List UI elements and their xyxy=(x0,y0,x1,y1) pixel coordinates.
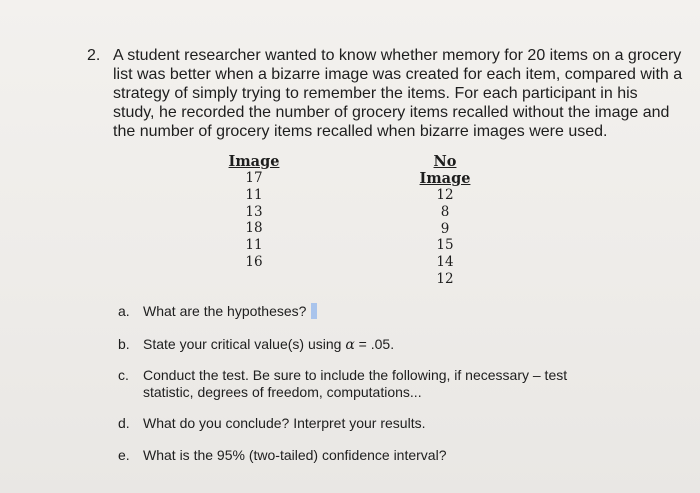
question-line: strategy of simply trying to remember the items. For each participant in his xyxy=(113,85,638,102)
subquestion-text: What do you conclude? Interpret your results. xyxy=(143,415,426,431)
no-image-value: 12 xyxy=(436,270,454,287)
question-line: A student researcher wanted to know whether memory for 20 items on a grocery xyxy=(113,47,682,64)
subquestion-letter: e. xyxy=(118,447,130,463)
subquestion-letter: d. xyxy=(118,415,130,431)
question-line: study, he recorded the number of grocery items recalled without the image and xyxy=(113,104,670,121)
image-value: 16 xyxy=(245,253,263,270)
subquestion-c xyxy=(118,367,567,401)
question-line: list was better when a bizarre image was created for each item, compared with a xyxy=(113,66,683,83)
no-image-column-header: No Image xyxy=(419,153,471,187)
no-image-column xyxy=(407,153,483,288)
no-image-value: 14 xyxy=(436,254,454,271)
question-line: the number of grocery items recalled when bizarre images were used. xyxy=(113,123,608,140)
text-cursor[interactable] xyxy=(311,303,317,319)
subquestion-letter: c. xyxy=(118,367,129,383)
no-image-value: 12 xyxy=(436,187,454,203)
subquestion-e xyxy=(118,447,446,464)
no-image-value: 15 xyxy=(436,237,454,254)
subquestion-text: statistic, degrees of freedom, computations... xyxy=(143,384,422,400)
subquestion-a-text: What are the hypotheses? xyxy=(143,303,307,319)
alpha-symbol: α xyxy=(345,337,355,353)
image-value: 17 xyxy=(245,170,263,186)
subquestion-text: Conduct the test. Be sure to include the following, if necessary – test xyxy=(143,367,568,383)
subquestion-b xyxy=(118,336,394,354)
subquestion-b-suffix: = .05. xyxy=(354,336,395,352)
image-value: 13 xyxy=(245,203,263,220)
no-image-value: 8 xyxy=(440,203,450,220)
subquestion-text xyxy=(143,303,317,320)
image-column xyxy=(228,153,280,271)
question-number: 2. xyxy=(87,47,101,64)
subquestion-a xyxy=(118,303,317,320)
image-value: 11 xyxy=(245,237,263,254)
image-value: 11 xyxy=(245,186,263,203)
subquestion-d xyxy=(118,415,425,432)
subquestion-text xyxy=(143,336,394,354)
question-text xyxy=(113,46,683,141)
subquestion-b-prefix: State your critical value(s) using xyxy=(143,336,346,352)
subquestion-letter: b. xyxy=(118,336,130,352)
image-column-header: Image xyxy=(228,153,280,170)
no-image-value: 9 xyxy=(440,220,450,237)
subquestion-letter: a. xyxy=(118,303,130,319)
image-value: 18 xyxy=(245,220,263,237)
subquestion-text: What is the 95% (two-tailed) confidence interval? xyxy=(143,447,447,463)
